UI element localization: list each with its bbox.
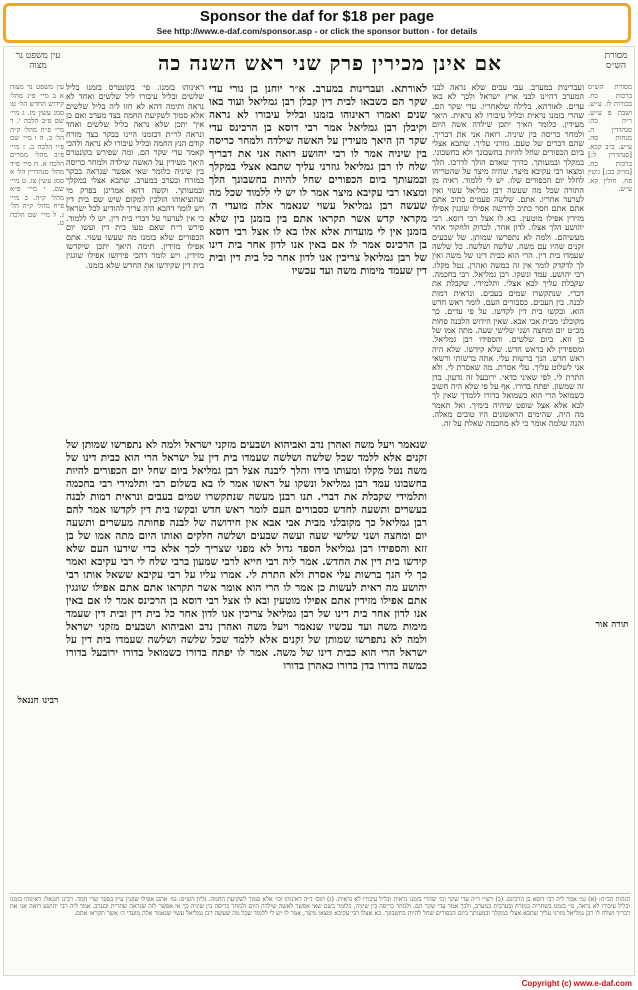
- sponsor-banner[interactable]: [3, 3, 631, 43]
- footer-commentary: [10, 893, 630, 974]
- mesoret-hashas-column: [588, 83, 632, 883]
- ein-mishpat-column: [10, 83, 64, 883]
- ein-mishpat-header: עין משפט נר מצוה: [15, 51, 61, 71]
- page-header: אם אינן מכירין פרק שני ראש השנה כה: [158, 51, 502, 75]
- talmud-page: [3, 46, 635, 976]
- mesoret-hashas-text: מסורת הש״ס ברכות כח. בכורות לו. ע״ש. ושבת פ ע״ש. ר״ה כה: סנהדרין ה. מנחות סה. ע״ש. ב״ב קכא. [סנהדרין ל:] ברכות כח. [מו״ק כב:] גיטין פח. חולין קא. ע״ש.: [588, 83, 632, 193]
- torah-or-label: תורה אור: [595, 620, 629, 630]
- sponsor-title[interactable]: Sponsor the daf for $18 per page: [199, 8, 435, 25]
- ein-mishpat-text: עין משפט נר מצוה א ב מיי׳ פ״ג מהל׳ קידוש החדש הל׳ טו סמג עשין מז. ג מיי׳ שם פ״ב הלכה י. ד מיי׳ פ״ה מהל׳ ק״ה הל׳ ב. ה ו מיי׳ שם פ״ו הלכה ב. ז מיי׳ פ״ב מהל׳ ממרים הלכה א. ח מיי׳ פ״ד מהל׳ סנהדרין הל׳ א סמג עשין צז. ט מיי׳ שם. י מיי׳ פ״א מהל׳ ק״ה. כ מיי׳ פ״ח מהל׳ ק״ה הל׳ ג. ל מיי׳ שם הלכה ט.: [10, 83, 64, 227]
- gemara-upper-text: לאורתא. ועברינות במערב. א״ר יוחנן בן נורי עדי שקר הם כשבאו לבית דין קבלן רבן גמליאל ועוד באו שנים ואמרו ראינוהו בזמנו ובליל עיבורו לא נראה וקיבלן רבן גמליאל אמר רבי דוסא בן הרכינס עדי שקר הן היאך מעידין על האשה שילדה ולמחר כריסה בין שיניה אמר לו רבי יהושע רואה אני את דבריך שלח לו רבן גמליאל גוזרני עליך שתבא אצלי במקלך ובמעותך ביום הכפורים שחל להיות בחשבונך הלך ומצאו רבי עקיבא מיצר אמר לו יש לי ללמוד שכל מה שעשה רבן גמליאל עשוי שנאמר אלה מועדי ה׳ מקראי קדש אשר תקראו אתם בין בזמנן בין שלא בזמנן אין לי מועדות אלא אלו בא לו אצל רבי דוסא בן הרכינס אמר לו אם באין אנו לדון אחר בית דינו של רבן גמליאל צריכין אנו לדון אחר כל בית דין ובית דין שעמד מימות משה ועד עכשיו: [209, 83, 427, 277]
- footer-commentary-text: הגהות הב״ח: (א) גמ׳ אמר ליה רבי דוסא בן הרכינס. (ב) רש״י ד״ה עדי שקר וכו׳ שהרי בזמנו נראית ובליל עיבורו לא נראית. (ג) תוס׳ ד״ה ראינוהו וכו׳ אלא סמוך לשקיעת החמה. גליון הש״ס: גמ׳ אתם אפילו שוגגין עיין בספר שדי חמד. רבינו חננאל: ראינוהו בזמנו ובליל עיבורו לא נראה, פי׳ בזמנו בשחרית במזרח ובערבית במערב, ולכך אמר עדי שקר הם. ולמחר כריסה בין שיניה, כלומר כשם שאי אפשר לאשה שילדה היום ולמחר כריסה בין שיניה כך אי אפשר לזה שנראה שחרית ובערב. אמר ליה רבי יהושע רואה אני את דבריך ושלח לו רבן גמליאל גוזרני עליך שתבא אצלי במקלך ובמעותך ביום הכפורים שחל להיות בחשבונך. בא אצלו רבי עקיבא ומצאו מיצר, אמר לו יש לי ללמוד שכל מה שעשה רבן גמליאל עשוי שנאמר אלה מועדי ה׳ אשר תקראו אתם.: [10, 896, 630, 918]
- copyright-link[interactable]: Copyright (c) www.e-daf.com: [521, 979, 632, 988]
- gemara-main-text: שנאמר ויעל משה ואהרן נדב ואביהוא ושבעים מזקני ישראל ולמה לא נתפרשו שמותן של זקנים אלא ללמד שכל שלשה ושלשה שעמדו בית דין על ישראל הרי הוא כבית דינו של משה נטל מקלו ומעותו בידו והלך ליבנה אצל רבן גמליאל ביום שחל יום הכפורים להיות בחשבונו עמד רבן גמליאל ונשקו על ראשו אמר לו בא בשלום רבי ותלמידי רבי בחכמה ותלמידי שקבלת את דברי. תנו רבנן מעשה שנתקשרו שמים בעבים ונראית דמות לבנה בעשרים ותשעה לחדש כסבורים העם לומר ראש חדש ובקשו בית דין לקדשו אמר להם רבן גמליאל כך מקובלני מבית אבי אבא אין חידושה של לבנה פחותה מעשרים ותשעה יום ומחצה ושני שלישי שעה ועשה שבעים ושלשה חלקים ואותו היום מתה אמו של בן זזא והספידו רבן גמליאל הספד גדול לא מפני שצריך לכך אלא כדי שידעו העם שלא קידשו בית דין את החדש. אמר ליה רבי חייא לרבי שמעון ברבי שלח לי רבי עקיבא ואמר כך לי הנך ברשות עלי אסרת ולא התרת לי. אמרו עליו על רבי עקיבא ששאל אותו רבי יהושע מה ראית לעשות כן אמר לו הרי הוא אומר אשר תקראו אתם אתם אפילו שוגגין אתם אפילו מזידין אתם אפילו מוטעין ובא לו אצל רבי דוסא בן הרכינס אמר לו אם באין אנו לדון אחר בית דינו של רבן גמליאל צריכין אנו לדון אחר כל בית דין ובית דין שעמד מימות משה ועד עכשיו שנאמר ויעל משה ואהרן נדב ואביהוא ושבעים מזקני ישראל ולמה לא נתפרשו שמותן של זקנים אלא ללמד שכל שלשה ושלשה שעמדו בית דין על ישראל הרי הוא כבית דינו של משה. אמר לו יפתח בדורו כשמואל בדורו ירובעל בדורו כמשה בדורו בדן בדורו כאהרן בדורו: [66, 439, 427, 672]
- mesoret-hashas-header: מסורת הש״ס: [604, 51, 628, 71]
- tosafot-text: ראינוהו בזמנו. פי׳ בקונטרס בזמנו בליל שלשים ובליל עיבורו ליל שלשים ואחד לא נראה ותימה דהא לא חזו ליה בליל שלשים אלא סמוך לשקיעת החמה בצד מערב ואם כן איך יתכן שלא נראה בליל שלשים ואחד ונראה לר״ת דבזמנו היינו בבקר בצד מזרח קודם הנץ החמה ובליל עיבורו לא נראה ולהכי קאמר עדי שקר הם. ומה שפירש בקונטרס היאך מעידין על האשה שילדה ולמחר כריסה בין שיניה כלומר שאי אפשר שנראה בבקר במזרח ובערב במערב. שתבא אצלי במקלך ובמעותך. וקשה דהא אמרינן בפרק מי שהוציאוהו הולכין למקום שיש שם בית דין ויש לומר דהכא היה צריך להודיע לכל ישראל כי אין לערער על דברי בית דין. יש לי ללמוד. פירש ר״ח שאם טעו בית דין ועשו יום הכפורים שלא בזמנו מה שעשו עשוי. אתם אפילו מזידין. תימה היאך יתכן שיקדשו מזידין. ויש לומר דהכי פירושו אפילו שוגגין בית דין שקידשו את החדש שלא בזמנו.: [66, 83, 204, 270]
- sponsor-subtitle[interactable]: See http://www.e-daf.com/sponsor.asp - or click the sponsor button - for details: [156, 26, 478, 36]
- rashi-column: [432, 83, 584, 889]
- rabbeinu-chananel-label: רבינו חננאל: [17, 696, 59, 706]
- gemara-main-column: [66, 439, 427, 891]
- rashi-text: ועברינות במערב. עבי עבים שלא נראה לבני המערב דהיינו לבני ארץ ישראל ולכך לא באו עדים. לאורתא. בלילה שלאחריו. עדי שקר הם. שהרי בזמנו נראית ובליל עיבורו לא נראית. היאך מעידין. כלומר האיך יתכן שילדה אשה היום ולמחר כריסה בין שיניה. רואה אני את דבריך. שהם דברים של טעם. גוזרני עליך. שתבא אצלי ביום הכפורים שחל להיות בחשבונך ולא בחשבוני. במקלך ובמעותך. כדרך שאדם הולך לדרכו. הלך ומצאו רבי עקיבא מיצר. שהיה מיצר על שהטריחו לחלל יום הכפורים שלו. יש לי ללמוד. ראיה מן התורה שכל מה שעשה רבן גמליאל עשוי ואין לערער אחריו. אתם. שלשה פעמים כתיב אתם אתם אתם חסר כתיב לדרשה אפילו שוגגין אפילו מזידין אפילו מוטעין. בא לו אצל רבי דוסא. רבי יהושע הלך אצלו. לדון אחר. לבדוק ולחקור אחר מעשיהם. ולמה לא נתפרשו שמותן. של שבעים זקנים שהיו עם משה. שלשה ושלשה. כל שלשה שעמדו בית דין. הרי הוא כבית דינו של משה ואין לך לדקדק לומר אין זה כמשה ואהרן. נטל מקלו. רבי יהושע. עמד ונשקו. רבן גמליאל. רבי בחכמה. שקבלת עליך לבא אצלי. ותלמידי. שקבלת את דברי. שנתקשרו שמים בעבים. ונראית דמות לבנה. בין העבים. כסבורים העם. לומר ראש חדש הוא. ובקשו בית דין לקדשו. על פי עדים. כך מקובלני מבית אבי אבא. שאין חידוש הלבנה פחות מכ״ט יום ומחצה ושני שלישי שעה. מתה אמו של בן זזא. ביום שלשים. והספידו רבן גמליאל. ומספידין לא בראש חדש. שלא קידשו. שלא היה ראש חדש. הנך ברשות עלי. אתה ברשותי ורשאי אני לשלוט עליך. עלי אסרת. מה שאסרת לי. ולא התרת לי. לפי שאיני כדאי. ירובעל זה גדעון. בדן זה שמשון. יפתח בדורו. אף על פי שלא היה חשוב כשמואל הרי הוא כשמואל בדורו ללמדך שאין לך לבא אלא אצל שופט שיהיה בימיך. ואל תאמר מה היה. שהימים הראשונים היו טובים מאלה. והנה שלמה אומר כי לא מחכמה שאלת על זה.: [432, 83, 584, 429]
- gemara-upper-column: [209, 83, 427, 475]
